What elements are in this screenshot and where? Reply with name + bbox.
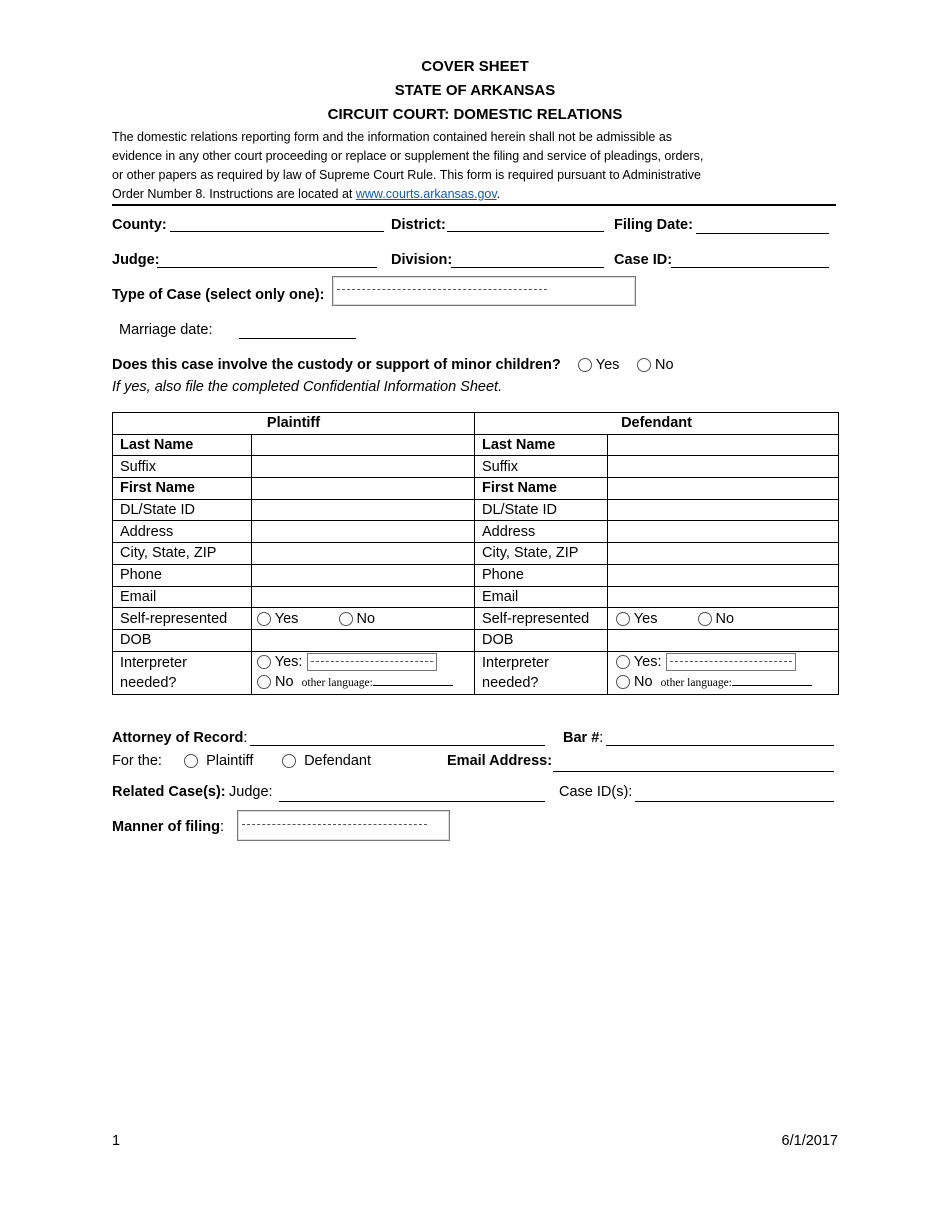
defendant-dl-cell[interactable] xyxy=(608,499,839,521)
row-label xyxy=(475,651,608,694)
interpreter-label-line2: needed? xyxy=(120,674,177,691)
defendant-first-name-cell[interactable] xyxy=(608,478,839,500)
table-row xyxy=(113,499,839,521)
row-label: First Name xyxy=(113,478,252,500)
bar-number-field[interactable] xyxy=(606,745,834,746)
table-row xyxy=(113,564,839,586)
title-court: CIRCUIT COURT: DOMESTIC RELATIONS xyxy=(327,106,623,123)
plaintiff-email-cell[interactable] xyxy=(252,586,475,608)
plaintiff-interpreter-no-radio[interactable] xyxy=(257,675,271,689)
row-label: DL/State ID xyxy=(475,499,608,521)
type-of-case-label: Type of Case (select only one): xyxy=(112,287,325,303)
defendant-dob-cell[interactable] xyxy=(608,629,839,651)
row-label: Phone xyxy=(113,564,252,586)
plaintiff-first-name-cell[interactable] xyxy=(252,478,475,500)
custody-yes-label: Yes xyxy=(595,357,620,373)
defendant-self-rep-no-radio[interactable] xyxy=(698,612,712,626)
bar-label-line xyxy=(563,730,603,746)
custody-yes-option[interactable] xyxy=(578,357,619,373)
row-label: Address xyxy=(113,521,252,543)
title-state: STATE OF ARKANSAS xyxy=(394,82,556,99)
plaintiff-other-language-field[interactable] xyxy=(373,685,453,686)
plaintiff-city-cell[interactable] xyxy=(252,543,475,565)
row-label: Email xyxy=(475,586,608,608)
table-row xyxy=(113,434,839,456)
defendant-self-rep-yes-radio[interactable] xyxy=(616,612,630,626)
row-label xyxy=(113,651,252,694)
division-label: Division: xyxy=(391,252,453,268)
for-defendant-option[interactable] xyxy=(282,753,371,769)
interp-yes-label: Yes: xyxy=(274,654,303,671)
row-label: DOB xyxy=(113,629,252,651)
type-of-case-select[interactable] xyxy=(332,276,636,306)
title-cover-sheet: COVER SHEET xyxy=(421,58,529,75)
courts-link[interactable]: www.courts.arkansas.gov xyxy=(355,187,497,201)
division-field[interactable] xyxy=(451,267,604,268)
manner-label-line xyxy=(112,819,224,835)
row-label: Email xyxy=(113,586,252,608)
marriage-date-field[interactable] xyxy=(239,338,356,339)
row-label: City, State, ZIP xyxy=(113,543,252,565)
plaintiff-address-cell[interactable] xyxy=(252,521,475,543)
plaintiff-interpreter-yes-radio[interactable] xyxy=(257,655,271,669)
row-label: Last Name xyxy=(475,434,608,456)
row-label: Last Name xyxy=(113,434,252,456)
custody-no-option[interactable] xyxy=(637,357,674,373)
table-row xyxy=(113,608,839,630)
row-label: Self-represented xyxy=(113,608,252,630)
parties-table xyxy=(112,412,839,695)
plaintiff-dl-cell[interactable] xyxy=(252,499,475,521)
defendant-phone-cell[interactable] xyxy=(608,564,839,586)
interpreter-label-line2: needed? xyxy=(482,674,539,691)
row-label: Suffix xyxy=(113,456,252,478)
bar-colon: : xyxy=(599,730,604,746)
row-label: DOB xyxy=(475,629,608,651)
other-language-label: other language: xyxy=(660,677,732,690)
plaintiff-dob-cell[interactable] xyxy=(252,629,475,651)
defendant-city-cell[interactable] xyxy=(608,543,839,565)
filing-date-label: Filing Date: xyxy=(614,217,693,233)
row-label: Suffix xyxy=(475,456,608,478)
defendant-language-select[interactable] xyxy=(666,653,796,671)
attorney-label: Attorney of Record xyxy=(112,730,244,746)
row-label: First Name xyxy=(475,478,608,500)
intro-line: The domestic relations reporting form and the information contained herein shall not be admissible as xyxy=(112,130,673,144)
plaintiff-header: Plaintiff xyxy=(113,413,475,435)
case-id-field[interactable] xyxy=(671,267,829,268)
intro-line xyxy=(112,185,732,204)
table-row xyxy=(113,543,839,565)
defendant-suffix-cell[interactable] xyxy=(608,456,839,478)
row-label: DL/State ID xyxy=(113,499,252,521)
marriage-date-label: Marriage date: xyxy=(119,322,213,338)
table-row xyxy=(113,521,839,543)
custody-no-radio[interactable] xyxy=(637,358,651,372)
interpreter-row xyxy=(113,651,839,694)
interp-yes-label: Yes: xyxy=(633,654,662,671)
interpreter-label-line1: Interpreter xyxy=(482,654,549,671)
defendant-last-name-cell[interactable] xyxy=(608,434,839,456)
county-field[interactable] xyxy=(170,231,384,232)
custody-no-label: No xyxy=(655,357,674,373)
defendant-interpreter-yes-radio[interactable] xyxy=(616,655,630,669)
email-address-label: Email Address: xyxy=(447,753,553,769)
bar-label: Bar # xyxy=(563,730,600,746)
manner-colon: : xyxy=(219,819,224,835)
attorney-field[interactable] xyxy=(250,745,545,746)
related-judge-label: Judge: xyxy=(229,784,273,800)
for-plaintiff-radio[interactable] xyxy=(184,754,198,768)
defendant-interpreter-no-radio[interactable] xyxy=(616,675,630,689)
plaintiff-suffix-cell[interactable] xyxy=(252,456,475,478)
for-defendant-label: Defendant xyxy=(304,753,371,769)
district-field[interactable] xyxy=(447,231,604,232)
intro-text: Order Number 8. Instructions are located at xyxy=(112,187,356,201)
page-number: 1 xyxy=(112,1133,121,1149)
judge-label: Judge: xyxy=(112,252,160,268)
district-label: District: xyxy=(391,217,446,233)
interpreter-label-line1: Interpreter xyxy=(120,654,187,671)
intro-line: evidence in any other court proceeding or replace or supplement the filing and service of pleadings, orders, xyxy=(112,149,704,163)
defendant-header: Defendant xyxy=(475,413,839,435)
for-plaintiff-label: Plaintiff xyxy=(206,753,254,769)
plaintiff-self-rep-no-radio[interactable] xyxy=(339,612,353,626)
table-header-row xyxy=(113,413,839,435)
related-case-ids-field[interactable] xyxy=(635,801,834,802)
attorney-colon: : xyxy=(243,730,248,746)
row-label: Address xyxy=(475,521,608,543)
table-row xyxy=(113,478,839,500)
case-id-label: Case ID: xyxy=(614,252,673,268)
plaintiff-interpreter-cell xyxy=(252,651,475,694)
table-row xyxy=(113,456,839,478)
filing-date-field[interactable] xyxy=(696,233,829,234)
for-the-label: For the: xyxy=(112,753,162,769)
county-label: County: xyxy=(112,217,167,233)
custody-yes-radio[interactable] xyxy=(578,358,592,372)
row-label: City, State, ZIP xyxy=(475,543,608,565)
row-label: Phone xyxy=(475,564,608,586)
email-address-field[interactable] xyxy=(553,771,834,772)
plaintiff-phone-cell[interactable] xyxy=(252,564,475,586)
intro-period: . xyxy=(496,187,501,201)
plaintiff-self-rep-yes-radio[interactable] xyxy=(257,612,271,626)
custody-note: If yes, also file the completed Confidential Information Sheet. xyxy=(112,379,503,395)
no-label: No xyxy=(715,610,735,627)
form-date: 6/1/2017 xyxy=(781,1133,838,1149)
yes-label: Yes xyxy=(274,610,299,627)
attorney-label-line xyxy=(112,730,247,746)
interp-no-label: No xyxy=(634,674,653,691)
plaintiff-last-name-cell[interactable] xyxy=(252,434,475,456)
manner-label: Manner of filing xyxy=(112,819,220,835)
header-divider xyxy=(112,204,836,206)
for-defendant-radio[interactable] xyxy=(282,754,296,768)
related-case-ids-label: Case ID(s): xyxy=(559,784,633,800)
judge-field[interactable] xyxy=(157,267,377,268)
other-language-label: other language: xyxy=(301,677,373,690)
defendant-email-cell[interactable] xyxy=(608,586,839,608)
plaintiff-self-rep-cell xyxy=(252,608,475,630)
yes-label: Yes xyxy=(633,610,658,627)
for-plaintiff-option[interactable] xyxy=(184,753,253,769)
custody-question: Does this case involve the custody or support of minor children? xyxy=(112,357,561,373)
defendant-other-language-field[interactable] xyxy=(732,685,812,686)
table-row xyxy=(113,629,839,651)
related-cases-label: Related Case(s): xyxy=(112,784,226,800)
no-label: No xyxy=(356,610,376,627)
intro-paragraph xyxy=(112,128,732,204)
plaintiff-language-select[interactable] xyxy=(307,653,437,671)
table-row xyxy=(113,586,839,608)
manner-of-filing-select[interactable] xyxy=(237,810,450,841)
defendant-interpreter-cell xyxy=(608,651,839,694)
related-judge-field[interactable] xyxy=(279,801,545,802)
row-label: Self-represented xyxy=(475,608,608,630)
interp-no-label: No xyxy=(275,674,294,691)
intro-line: or other papers as required by law of Supreme Court Rule. This form is required pursuant to Administrative xyxy=(112,168,701,182)
defendant-address-cell[interactable] xyxy=(608,521,839,543)
defendant-self-rep-cell xyxy=(608,608,839,630)
